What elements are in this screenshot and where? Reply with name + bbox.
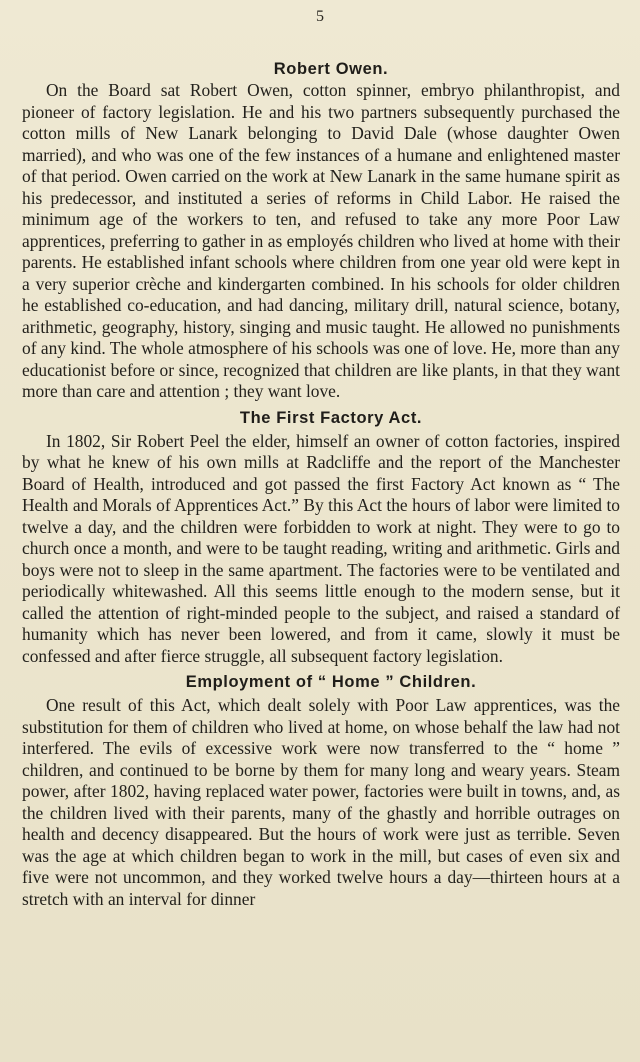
- page-number: 5: [316, 8, 324, 25]
- section-heading-robert-owen: Robert Owen.: [273, 60, 389, 78]
- section-heading-first-factory-act: The First Factory Act.: [239, 408, 423, 427]
- section-heading-home-children: Employment of “ Home ” Children.: [185, 673, 477, 691]
- page-content: [22, 58, 620, 910]
- paragraph-home-children: One result of this Act, which dealt solely with Poor Law apprentices, was the substitution for them of children who lived at home, on whose behalf the law had not interfered. The evils of excessive work were now transferred to the “ home ” children, and continued to be borne by them for many long and weary years. Steam power, after 1802, having replaced water power, factories were built in towns, and, as the children lived with their parents, many of the ghastly and horrible outrages on health and decency disappeared. But the hours of work were just as terrible. Seven was the age at which children began to work in the mill, but cases of even six and five were not uncommon, and they worked twelve hours a day—thirteen hours at a stretch with an interval for dinner: [22, 695, 620, 909]
- paragraph-robert-owen: On the Board sat Robert Owen, cotton spinner, embryo philanthropist, and pioneer of factory legislation. He and his two partners subsequently purchased the cotton mills of New Lanark belonging to David Dale (whose daughter Owen married), and who was one of the few instances of a humane and enlightened master of that period. Owen carried on the work at New Lanark in the same humane spirit as his predecessor, and instituted a series of reforms in Child Labor. He raised the minimum age of the workers to ten, and refused to take any more Poor Law apprentices, preferring to gather in as employés children who lived at home with their parents. He established infant schools where children from one year old were kept in a very superior crèche and kindergarten combined. In his schools for older children he established co-education, and had dancing, military drill, natural science, botany, arithmetic, geography, history, singing and music taught. He allowed no punishments of any kind. The whole atmosphere of his schools was one of love. He, more than any educationist before or since, recognized that children are like plants, in that they want more than care and attention ; they want love.: [22, 80, 620, 401]
- paragraph-first-factory-act: In 1802, Sir Robert Peel the elder, himself an owner of cotton factories, inspired by what he knew of his own mills at Radcliffe and the report of the Manchester Board of Health, introduced and got passed the first Factory Act known as “ The Health and Morals of Apprentices Act.” By this Act the hours of labor were limited to twelve a day, and the children were forbidden to work at night. They were to go to church once a month, and were to be taught reading, writing and arithmetic. Girls and boys were not to sleep in the same apartment. The factories were to be ventilated and periodically whitewashed. All this seems little enough to the modern sense, but it called the attention of right-minded people to the subject, and raised a standard of humanity which has never been lowered, and from it came, slowly it must be confessed and after fierce struggle, all subsequent factory legislation.: [22, 430, 620, 666]
